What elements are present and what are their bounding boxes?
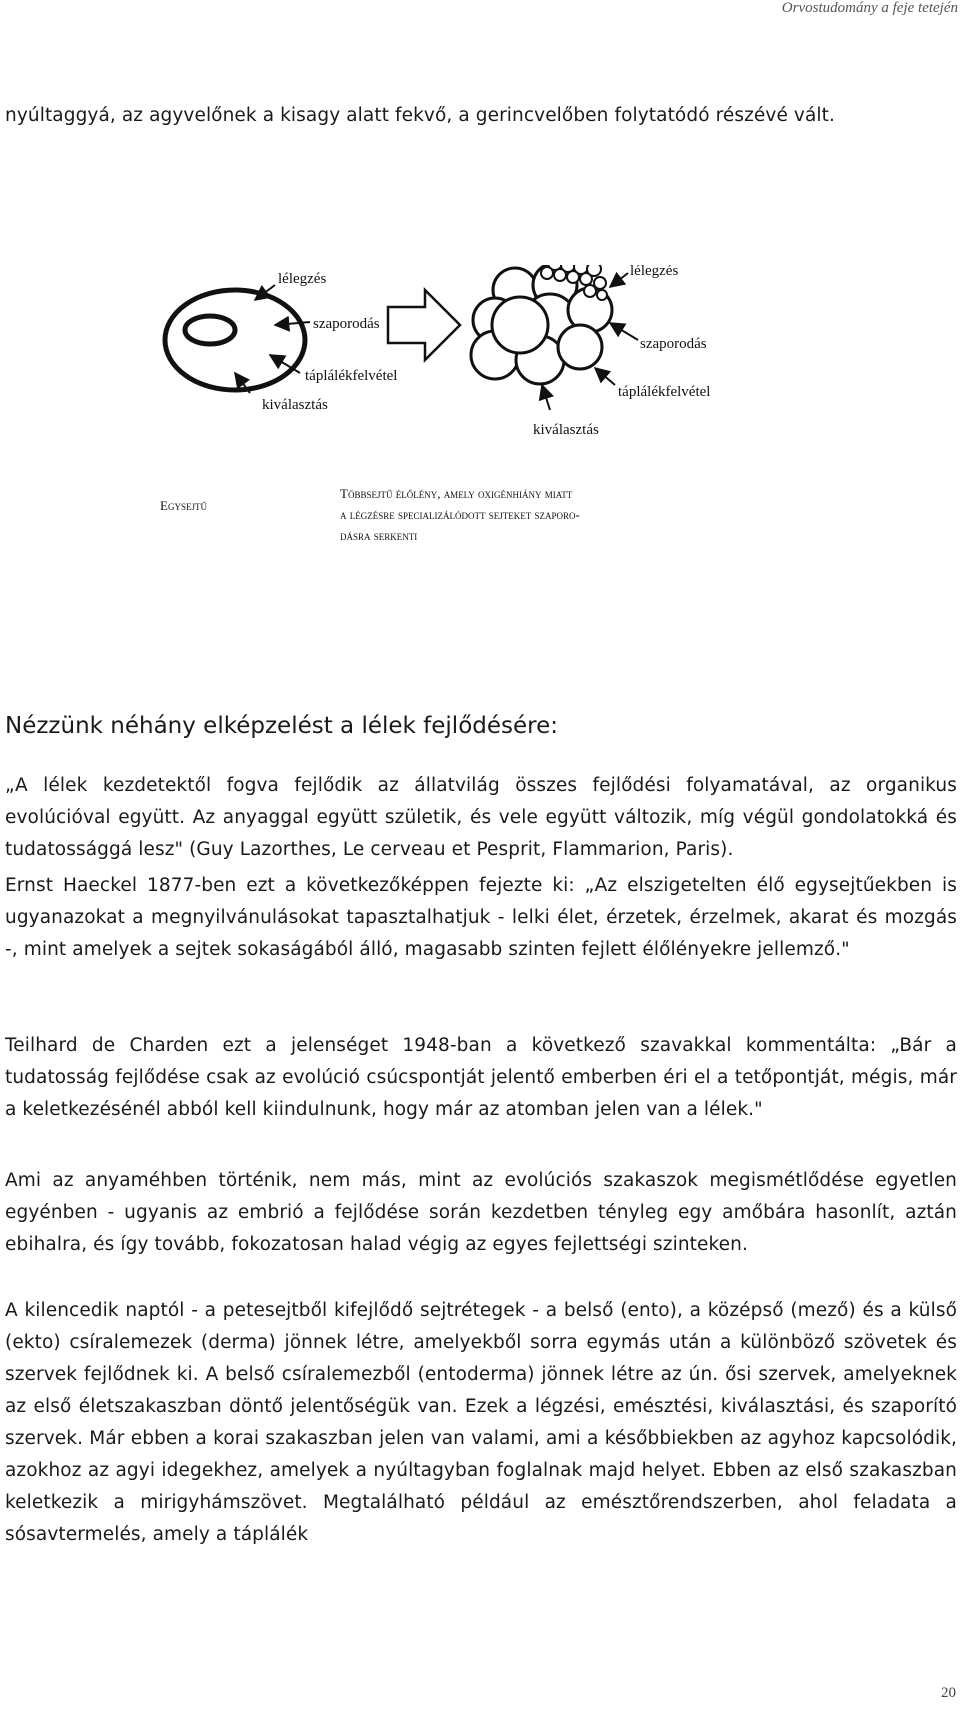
- cell-diagram: [150, 265, 790, 565]
- single-cell-nucleus: [185, 316, 235, 344]
- label-respiration-left: lélegzés: [278, 271, 327, 287]
- label-reproduction-right: szaporodás: [640, 336, 707, 352]
- paragraph-2: Ernst Haeckel 1877-ben ezt a következőképpen fejezte ki: „Az elszigetelten élő egysejtűekben is ugyanazokat a megnyilvánulásokat tapasztalhatjuk - lelki élet, érzetek, érzelmek, akarat és mozgás -, mint amelyek a sejtek sokaságából álló, magasabb szinten fejlett élőlényekre jellemző.": [5, 875, 957, 960]
- label-nutrition-right: táplálékfelvétel: [618, 384, 711, 400]
- arrow-reproduction-right: [610, 323, 638, 340]
- label-respiration-right: lélegzés: [630, 265, 679, 279]
- label-nutrition-left: táplálékfelvétel: [305, 368, 398, 384]
- caption-single-cell: Egysejtű: [160, 498, 207, 513]
- cell-evolution-figure: [150, 265, 790, 565]
- label-excretion-left: kiválasztás: [262, 397, 328, 413]
- caption-multicellular-line1: Többsejtű élőlény, amely oxigénhiány miatt: [340, 486, 573, 501]
- label-reproduction-left: szaporodás: [313, 316, 380, 332]
- arrow-excretion-right: [542, 385, 550, 410]
- single-cell: [165, 290, 305, 390]
- paragraph-3: Teilhard de Charden ezt a jelenséget 1948-ban a következő szavakkal kommentálta: „Bár a tudatosság fejlődése csak az evolúció csúcspontját jelentő emberben éri el a tetőpontját, mégis, már a keletkezésénél abból kell kiindulnunk, hogy már az atomban jelen van a lélek.": [5, 1035, 957, 1120]
- section-heading: Nézzünk néhány elképzelést a lélek fejlődésére:: [5, 713, 558, 739]
- intro-paragraph: nyúltaggyá, az agyvelőnek a kisagy alatt fekvő, a gerincvelőben folytatódó részévé vált.: [5, 105, 835, 126]
- paragraph-1: „A lélek kezdetektől fogva fejlődik az állatvilág összes fejlődési folyamatával, az organikus evolúcióval együtt. Az anyaggal együtt születik, és vele együtt változik, míg végül gondolatokká és tudatossággá lesz" (Guy Lazorthes, Le cerveau et Pesprit, Flammarion, Paris).: [5, 775, 957, 860]
- arrow-reproduction-left: [275, 322, 310, 325]
- paragraph-5: A kilencedik naptól - a petesejtből kifejlődő sejtrétegek - a belső (ento), a középső (mező) és a külső (ekto) csíralemezek (derma) jönnek létre, amelyekből sorra egymás után a különböző szövetek és szervek fejlődnek ki. A belső csíralemezből (entoderma) jönnek létre az ún. ősi szervek, amelyeknek az első életszakaszban döntő jelentőségük van. Ezek a légzési, emésztési, kiválasztási, és szaporító szervek. Már ebben a korai szakaszban jelen van valami, ami a későbbiekben az agyhoz kapcsolódik, azokhoz az agyi idegekhez, amelyek a nyúltagyban foglalnak majd helyet. Ebben az első szakaszban keletkezik a mirigyhámszövet. Megtalálható például az emésztőrendszerben, ahol feladata a sósavtermelés, amely a táplálék: [5, 1300, 957, 1545]
- paragraph-4: Ami az anyaméhben történik, nem más, mint az evolúciós szakaszok megismétlődése egyetlen egyénben - ugyanis az embrió a fejlődése során kezdetben tényleg egy amőbára hasonlít, aztán ebihalra, és így tovább, fokozatosan halad végig az egyes fejlettségi szinteken.: [5, 1170, 957, 1255]
- caption-multicellular-line2: a légzésre specializálódott sejteket szaporo-: [340, 507, 580, 522]
- page-number: 20: [941, 1685, 956, 1701]
- arrow-nutrition-right: [595, 368, 615, 385]
- transition-arrow: [388, 290, 460, 360]
- running-header: Orvostudomány a feje tetején: [781, 0, 958, 16]
- label-excretion-right: kiválasztás: [533, 422, 599, 438]
- arrow-respiration-right: [610, 273, 628, 287]
- caption-multicellular-line3: dásra serkenti: [340, 528, 418, 543]
